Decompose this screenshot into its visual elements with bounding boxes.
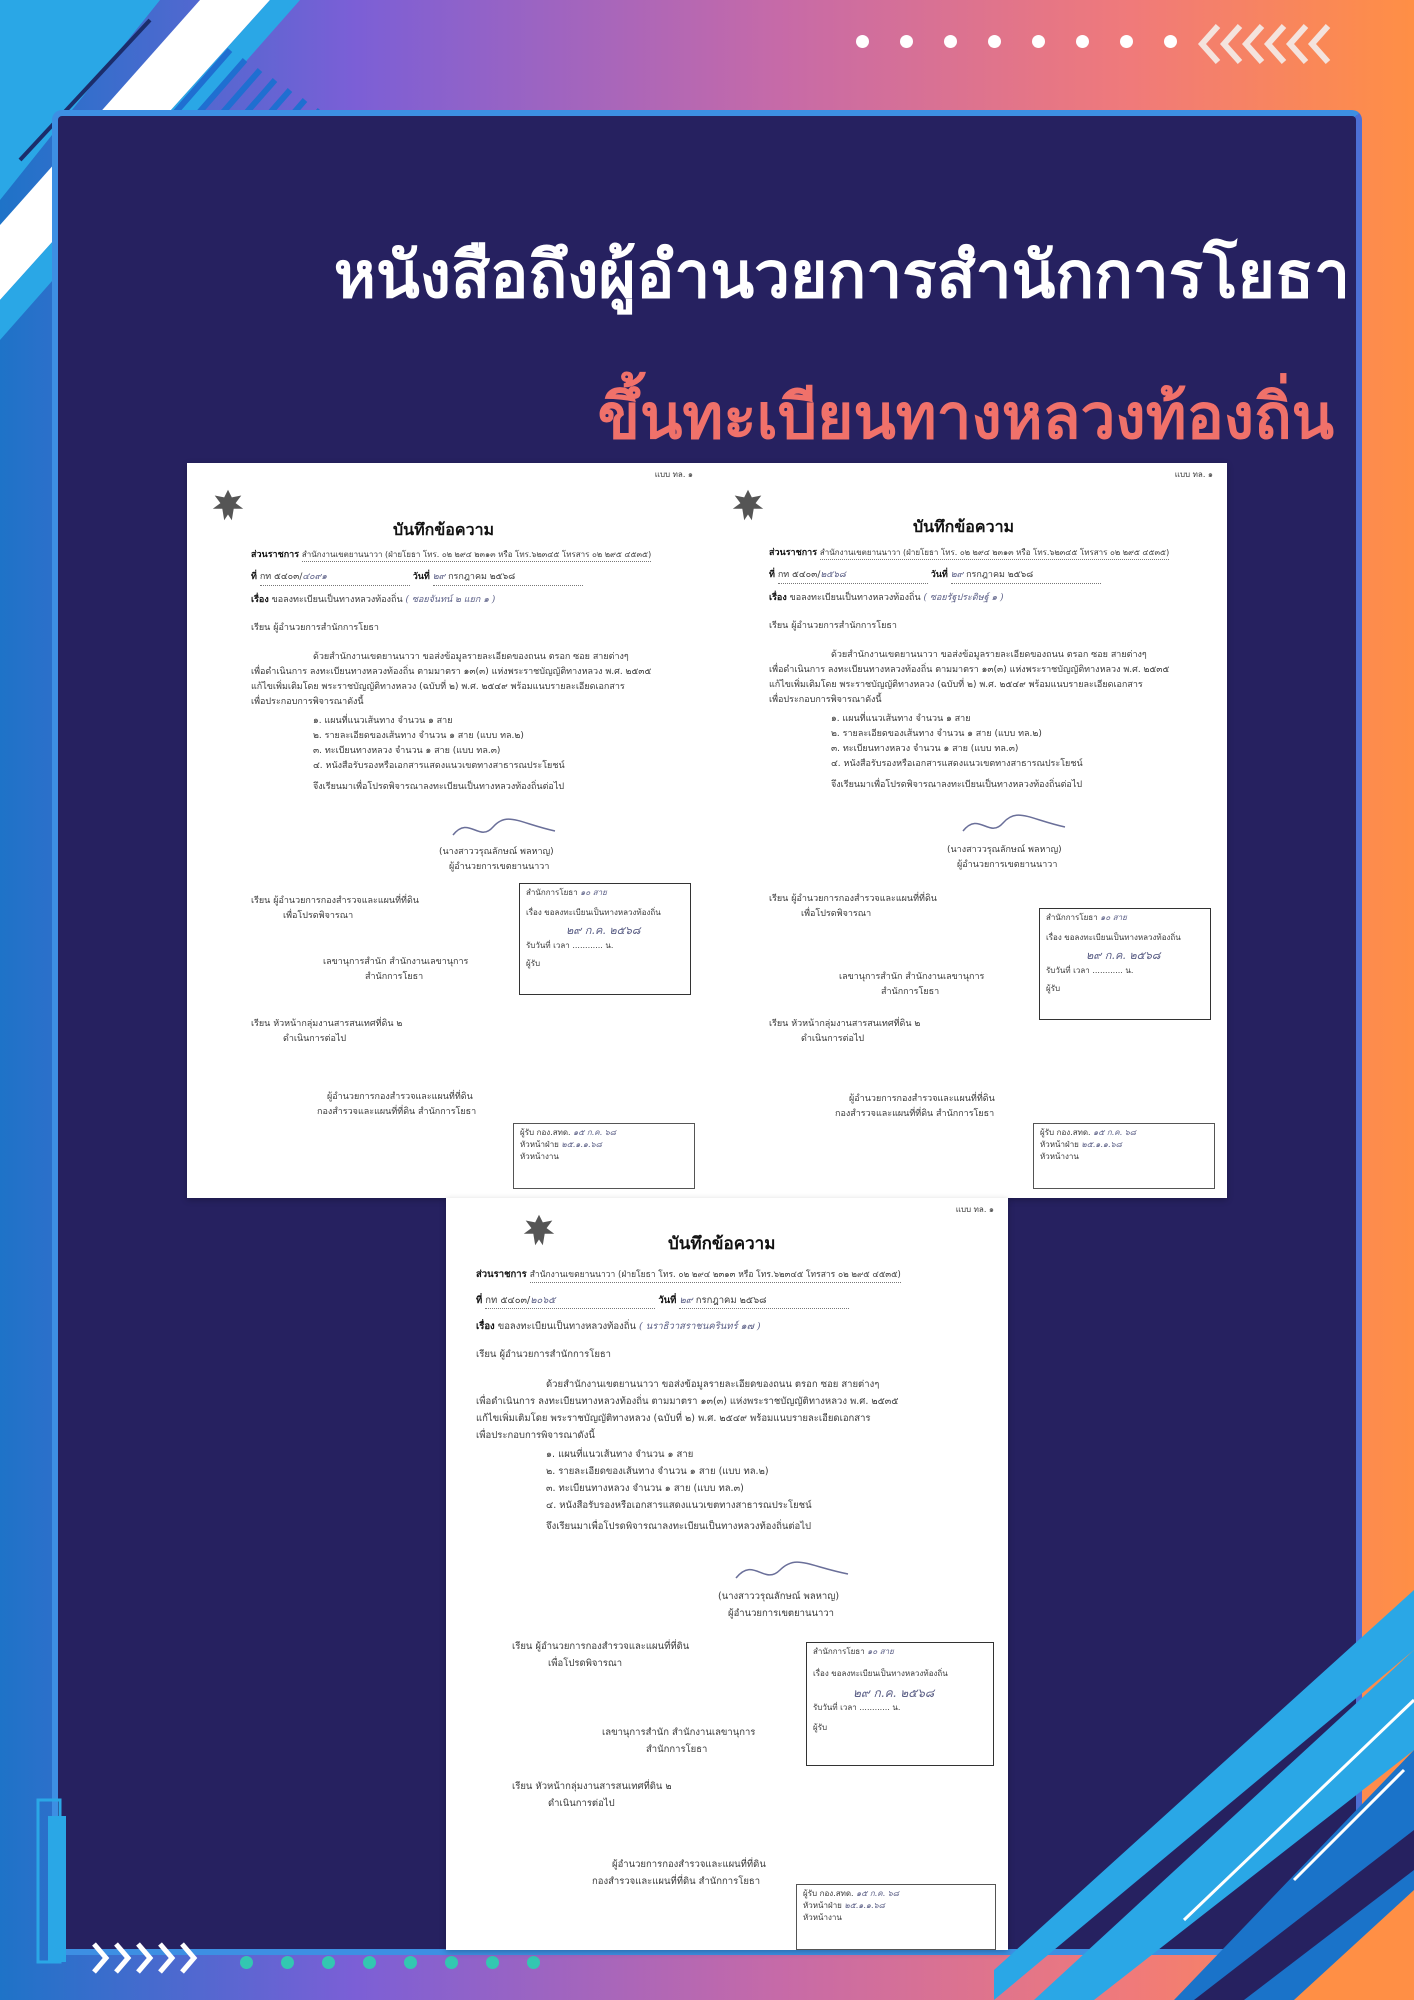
routing-date: ๒๕.๑.๑.๖๘: [844, 1901, 885, 1910]
bottom-dot-row: [240, 1954, 540, 1973]
body-line: แก้ไขเพิ่มเติมโดย พระราชบัญญัติทางหลวง (ฉบับที่ ๒) พ.ศ. ๒๕๔๙ พร้อมแนบรายละเอียดเอกสาร: [769, 680, 1143, 690]
attachment-item: ๓. ทะเบียนทางหลวง จำนวน ๑ สาย (แบบ ทล.๓): [831, 744, 1019, 754]
poster-subheadline: ขึ้นทะเบียนทางหลวงท้องถิ่น: [597, 380, 1334, 453]
memo-title: บันทึกข้อความ: [913, 517, 1015, 536]
agency-text: สำนักงานเขตยานนาวา (ฝ่ายโยธา โทร. ๐๒ ๒๙๔ ๒๓๑๓ หรือ โทร.๖๒๓๔๕ โทรสาร ๐๒ ๒๙๕ ๔๕๓๕): [820, 547, 1169, 560]
routing-row: ผู้รับ กอง.สทด.: [1040, 1128, 1091, 1137]
forward-to: เรียน หัวหน้ากลุ่มงานสารสนเทศที่ดิน ๒: [251, 1019, 403, 1029]
stamp-subject: เรื่อง ขอลงทะเบียนเป็นทางหลวงท้องถิ่น: [813, 1669, 948, 1678]
poster-headline: หนังสือถึงผู้อำนวยการสำนักการโยธา: [333, 239, 1350, 313]
routing-handwritten: ๑๕ ก.ค. ๖๘: [856, 1889, 899, 1898]
forward-signer-1: ผู้อำนวยการกองสำรวจและแผนที่ที่ดิน: [612, 1859, 766, 1870]
forward-signer-2: สำนักการโยธา: [881, 987, 940, 997]
subject-handwritten: ( ซอยจันทน์ ๒ แยก ๑ ): [405, 595, 496, 605]
forward-signer-2: กองสำรวจและแผนที่ที่ดิน สำนักการโยธา: [835, 1109, 995, 1119]
stamp-time: เวลา ............ น.: [553, 940, 614, 950]
date-label: วันที่: [412, 572, 430, 582]
body-line: ด้วยสำนักงานเขตยานนาวา ขอส่งข้อมูลรายละเอียดของถนน ตรอก ซอย สายต่างๆ: [546, 1379, 880, 1390]
routing-row: หัวหน้างาน: [520, 1152, 559, 1161]
memo-right: [707, 463, 1227, 1198]
forward-to: เรียน ผู้อำนวยการกองสำรวจและแผนที่ที่ดิน: [512, 1641, 690, 1652]
date-handwritten: ๒๙: [679, 1295, 693, 1306]
routing-stamp: [796, 1884, 996, 1950]
subject-label: เรื่อง: [251, 595, 269, 605]
stamp-receiver: ผู้รับ: [526, 958, 541, 968]
body-line: เพื่อดำเนินการ ลงทะเบียนทางหลวงท้องถิ่น ตามมาตรา ๑๓(๓) แห่งพระราชบัญญัติทางหลวง พ.ศ. ๒๕๓๕: [476, 1396, 899, 1407]
closing-line: จึงเรียนมาเพื่อโปรดพิจารณาลงทะเบียนเป็นทางหลวงท้องถิ่นต่อไป: [546, 1521, 812, 1532]
attachment-item: ๒. รายละเอียดของเส้นทาง จำนวน ๑ สาย (แบบ ทล.๒): [831, 729, 1042, 739]
stamp-time-label: รับวันที่: [1046, 965, 1071, 975]
signer-name: (นางสาววรุณลักษณ์ พลหาญ): [947, 845, 1062, 855]
routing-date: ๒๕.๑.๑.๖๘: [1081, 1140, 1122, 1149]
agency-text: สำนักงานเขตยานนาวา (ฝ่ายโยธา โทร. ๐๒ ๒๙๔ ๒๓๑๓ หรือ โทร.๖๒๓๔๕ โทรสาร ๐๒ ๒๙๕ ๔๕๓๕): [530, 1269, 901, 1283]
to-label: เรียน: [251, 623, 271, 633]
routing-handwritten: ๑๕ ก.ค. ๖๘: [1093, 1128, 1136, 1137]
forward-note: เพื่อโปรดพิจารณา: [283, 911, 354, 921]
forward-signer-2: กองสำรวจและแผนที่ที่ดิน สำนักการโยธา: [317, 1107, 477, 1117]
attachment-item: ๒. รายละเอียดของเส้นทาง จำนวน ๑ สาย (แบบ ทล.๒): [546, 1466, 769, 1477]
ref-handwritten: ๔๐๙๑: [302, 572, 327, 582]
routing-row: หัวหน้างาน: [1040, 1152, 1079, 1161]
form-number: แบบ ทล. ๑: [654, 470, 693, 479]
signer-title: ผู้อำนวยการเขตยานนาวา: [957, 860, 1058, 870]
document-scan-bottom: [446, 1198, 1008, 1950]
stamp-receiver: ผู้รับ: [1046, 983, 1061, 993]
attachment-item: ๔. หนังสือรับรองหรือเอกสารแสดงแนวเขตทางสาธารณประโยชน์: [313, 761, 565, 771]
ref-label: ที่: [251, 572, 257, 582]
attachment-item: ๑. แผนที่แนวเส้นทาง จำนวน ๑ สาย: [313, 716, 453, 726]
subject-handwritten: ( ซอยรัฐประดิษฐ์ ๑ ): [923, 593, 1004, 603]
signature: [959, 809, 1069, 839]
body-line: ด้วยสำนักงานเขตยานนาวา ขอส่งข้อมูลรายละเอียดของถนน ตรอก ซอย สายต่างๆ: [831, 650, 1147, 660]
stamp-date: ๒๙ ก.ค. ๒๕๖๘: [853, 1686, 935, 1700]
stamp-time: เวลา ............ น.: [840, 1703, 901, 1712]
subject-text: ขอลงทะเบียนเป็นทางหลวงท้องถิ่น: [271, 595, 403, 605]
date-handwritten: ๒๙: [432, 572, 446, 582]
bottom-chevrons-right-icon: [90, 1938, 220, 1978]
stamp-subject: เรื่อง ขอลงทะเบียนเป็นทางหลวงท้องถิ่น: [1046, 933, 1181, 942]
attachment-item: ๒. รายละเอียดของเส้นทาง จำนวน ๑ สาย (แบบ ทล.๒): [313, 731, 524, 741]
routing-row: ผู้รับ กอง.สทด.: [803, 1889, 854, 1898]
forward-signer-1: เลขานุการสำนัก สำนักงานเลขานุการ: [602, 1727, 756, 1738]
memo-left: [187, 463, 707, 1198]
signer-title: ผู้อำนวยการเขตยานนาวา: [728, 1608, 834, 1619]
date-handwritten: ๒๙: [950, 570, 964, 580]
date-text: กรกฎาคม ๒๕๖๘: [966, 570, 1034, 580]
date-text: กรกฎาคม ๒๕๖๘: [695, 1295, 767, 1306]
routing-row: หัวหน้าฝ่าย: [803, 1901, 842, 1910]
routing-row: หัวหน้าฝ่าย: [1040, 1140, 1079, 1149]
bottom-left-bars: [34, 1796, 84, 1966]
ref-label: ที่: [769, 570, 775, 580]
attachment-item: ๑. แผนที่แนวเส้นทาง จำนวน ๑ สาย: [546, 1449, 694, 1460]
subject-label: เรื่อง: [769, 593, 787, 603]
routing-row: ผู้รับ กอง.สทด.: [520, 1128, 571, 1137]
routing-stamp: [1033, 1123, 1215, 1189]
attachment-item: ๑. แผนที่แนวเส้นทาง จำนวน ๑ สาย: [831, 714, 971, 724]
forward-note: ดำเนินการต่อไป: [801, 1034, 865, 1044]
signer-name: (นางสาววรุณลักษณ์ พลหาญ): [439, 847, 554, 857]
receipt-stamp: [1039, 908, 1211, 1020]
to-text: ผู้อำนวยการสำนักการโยธา: [273, 623, 379, 633]
ref-handwritten: ๒๕๖๘: [820, 570, 846, 580]
chevrons-left-icon: [1196, 22, 1336, 66]
forward-signer-2: สำนักการโยธา: [365, 972, 424, 982]
signature: [449, 813, 559, 843]
corner-stripes-bottom-right: [994, 1590, 1414, 2000]
agency-text: สำนักงานเขตยานนาวา (ฝ่ายโยธา โทร. ๐๒ ๒๙๔ ๒๓๑๓ หรือ โทร.๖๒๓๔๕ โทรสาร ๐๒ ๒๙๕ ๔๕๓๕): [302, 549, 651, 562]
stamp-handwritten: ๑๐ สาย: [580, 888, 607, 897]
signer-title: ผู้อำนวยการเขตยานนาวา: [449, 862, 550, 872]
forward-signer-1: ผู้อำนวยการกองสำรวจและแผนที่ที่ดิน: [849, 1094, 995, 1104]
agency-label: ส่วนราชการ: [476, 1269, 527, 1280]
attachment-item: ๓. ทะเบียนทางหลวง จำนวน ๑ สาย (แบบ ทล.๓): [313, 746, 501, 756]
forward-note: เพื่อโปรดพิจารณา: [548, 1658, 623, 1669]
forward-to: เรียน ผู้อำนวยการกองสำรวจและแผนที่ที่ดิน: [251, 896, 419, 906]
stamp-date: ๒๙ ก.ค. ๒๕๖๘: [1086, 949, 1161, 962]
forward-signer-2: สำนักการโยธา: [646, 1744, 708, 1755]
memo-bottom: [446, 1198, 1008, 1950]
stamp-subject: เรื่อง ขอลงทะเบียนเป็นทางหลวงท้องถิ่น: [526, 908, 661, 917]
receipt-stamp: [806, 1642, 994, 1766]
ref-number: กท ๕๔๐๓/: [259, 572, 303, 582]
stamp-handwritten: ๑๐ สาย: [1100, 913, 1127, 922]
forward-note: ดำเนินการต่อไป: [548, 1798, 615, 1809]
forward-signer-2: กองสำรวจและแผนที่ที่ดิน สำนักการโยธา: [592, 1876, 761, 1887]
attachment-item: ๓. ทะเบียนทางหลวง จำนวน ๑ สาย (แบบ ทล.๓): [546, 1483, 744, 1494]
stamp-time-label: รับวันที่: [813, 1703, 838, 1712]
form-number: แบบ ทล. ๑: [1174, 470, 1213, 479]
memo-title: บันทึกข้อความ: [668, 1234, 776, 1254]
receipt-stamp: [519, 883, 691, 995]
attachment-item: ๔. หนังสือรับรองหรือเอกสารแสดงแนวเขตทางสาธารณประโยชน์: [831, 759, 1083, 769]
agency-label: ส่วนราชการ: [769, 548, 818, 558]
forward-signer-1: ผู้อำนวยการกองสำรวจและแผนที่ที่ดิน: [327, 1092, 473, 1102]
date-label: วันที่: [930, 570, 948, 580]
date-text: กรกฎาคม ๒๕๖๘: [448, 572, 516, 582]
ref-number: กท ๕๔๐๓/: [485, 1295, 531, 1306]
garuda-emblem-icon: [520, 1210, 558, 1250]
stamp-handwritten: ๑๐ สาย: [867, 1647, 894, 1656]
stamp-line: สำนักการโยธา: [526, 888, 578, 897]
to-text: ผู้อำนวยการสำนักการโยธา: [499, 1349, 612, 1360]
closing-line: จึงเรียนมาเพื่อโปรดพิจารณาลงทะเบียนเป็นทางหลวงท้องถิ่นต่อไป: [831, 780, 1083, 790]
to-label: เรียน: [769, 621, 789, 631]
memo-title: บันทึกข้อความ: [393, 520, 495, 539]
form-number: แบบ ทล. ๑: [955, 1205, 994, 1214]
body-line: เพื่อประกอบการพิจารณาดังนี้: [251, 697, 364, 707]
ref-number: กท ๕๔๐๓/: [777, 570, 821, 580]
attachment-item: ๔. หนังสือรับรองหรือเอกสารแสดงแนวเขตทางสาธารณประโยชน์: [546, 1500, 812, 1511]
date-label: วันที่: [658, 1295, 677, 1306]
to-label: เรียน: [476, 1349, 497, 1360]
closing-line: จึงเรียนมาเพื่อโปรดพิจารณาลงทะเบียนเป็นทางหลวงท้องถิ่นต่อไป: [313, 782, 565, 792]
stamp-time: เวลา ............ น.: [1073, 965, 1134, 975]
body-line: เพื่อดำเนินการ ลงทะเบียนทางหลวงท้องถิ่น ตามมาตรา ๑๓(๓) แห่งพระราชบัญญัติทางหลวง พ.ศ. ๒๕๓๕: [769, 665, 1170, 675]
forward-to: เรียน ผู้อำนวยการกองสำรวจและแผนที่ที่ดิน: [769, 894, 937, 904]
body-line: แก้ไขเพิ่มเติมโดย พระราชบัญญัติทางหลวง (ฉบับที่ ๒) พ.ศ. ๒๕๔๙ พร้อมแนบรายละเอียดเอกสาร: [476, 1413, 871, 1424]
subject-text: ขอลงทะเบียนเป็นทางหลวงท้องถิ่น: [789, 593, 921, 603]
forward-to: เรียน หัวหน้ากลุ่มงานสารสนเทศที่ดิน ๒: [512, 1781, 672, 1792]
forward-note: ดำเนินการต่อไป: [283, 1034, 347, 1044]
routing-date: ๒๕.๑.๑.๖๘: [561, 1140, 602, 1149]
body-line: เพื่อประกอบการพิจารณาดังนี้: [476, 1430, 595, 1441]
forward-note: เพื่อโปรดพิจารณา: [801, 909, 872, 919]
signature: [732, 1554, 852, 1588]
body-line: ด้วยสำนักงานเขตยานนาวา ขอส่งข้อมูลรายละเอียดของถนน ตรอก ซอย สายต่างๆ: [313, 652, 629, 662]
forward-signer-1: เลขานุการสำนัก สำนักงานเลขานุการ: [839, 972, 985, 982]
ref-handwritten: ๒๐๖๕: [530, 1295, 556, 1306]
routing-row: หัวหน้าฝ่าย: [520, 1140, 559, 1149]
subject-text: ขอลงทะเบียนเป็นทางหลวงท้องถิ่น: [497, 1321, 637, 1332]
ref-label: ที่: [476, 1295, 483, 1306]
garuda-emblem-icon: [729, 485, 767, 525]
subject-label: เรื่อง: [476, 1321, 495, 1332]
stamp-time-label: รับวันที่: [526, 940, 551, 950]
signer-name: (นางสาววรุณลักษณ์ พลหาญ): [718, 1591, 840, 1602]
agency-label: ส่วนราชการ: [251, 550, 300, 560]
document-scan-top: [187, 463, 1227, 1198]
forward-signer-1: เลขานุการสำนัก สำนักงานเลขานุการ: [323, 957, 469, 967]
stamp-line: สำนักการโยธา: [1046, 913, 1098, 922]
stamp-date: ๒๙ ก.ค. ๒๕๖๘: [566, 924, 641, 937]
stamp-receiver: ผู้รับ: [813, 1723, 828, 1732]
subject-handwritten: ( นราธิวาสราชนครินทร์ ๑๗ ): [639, 1321, 761, 1332]
stamp-line: สำนักการโยธา: [813, 1647, 865, 1656]
routing-row: หัวหน้างาน: [803, 1913, 842, 1922]
forward-to: เรียน หัวหน้ากลุ่มงานสารสนเทศที่ดิน ๒: [769, 1019, 921, 1029]
top-dot-row: [856, 33, 1177, 52]
routing-stamp: [513, 1123, 695, 1189]
garuda-emblem-icon: [209, 485, 247, 525]
body-line: แก้ไขเพิ่มเติมโดย พระราชบัญญัติทางหลวง (ฉบับที่ ๒) พ.ศ. ๒๕๔๙ พร้อมแนบรายละเอียดเอกสาร: [251, 682, 625, 692]
body-line: เพื่อดำเนินการ ลงทะเบียนทางหลวงท้องถิ่น ตามมาตรา ๑๓(๓) แห่งพระราชบัญญัติทางหลวง พ.ศ. ๒๕๓๕: [251, 667, 652, 677]
body-line: เพื่อประกอบการพิจารณาดังนี้: [769, 695, 882, 705]
to-text: ผู้อำนวยการสำนักการโยธา: [791, 621, 897, 631]
routing-handwritten: ๑๕ ก.ค. ๖๘: [573, 1128, 616, 1137]
